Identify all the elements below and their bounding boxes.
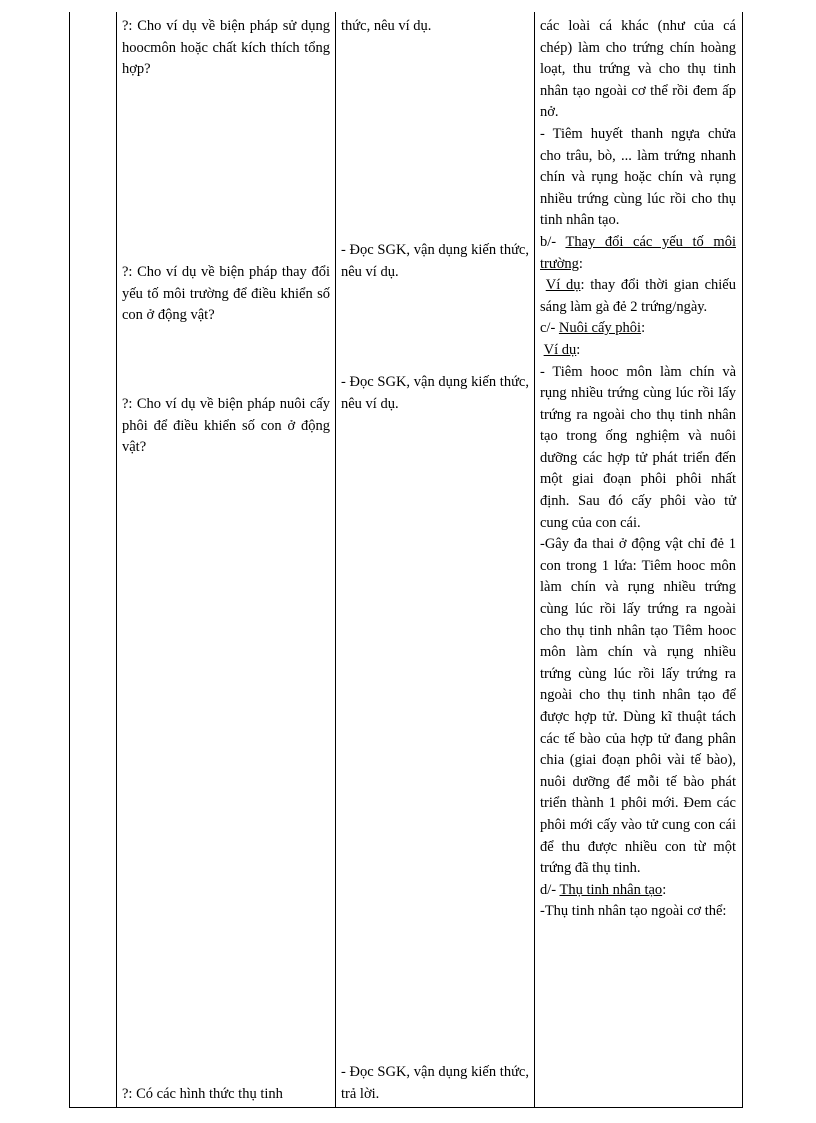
question-environment: ?: Cho ví dụ về biện pháp thay đổi yếu tố môi trường để điều khiển số con ở động vật?	[122, 264, 330, 324]
table-column-content	[535, 12, 743, 1108]
example-environment: Ví dụ: thay đổi thời gian chiếu sáng làm gà đẻ 2 trứng/ngày.	[540, 277, 736, 315]
activity-environment: - Đọc SGK, vận dụng kiến thức, nêu ví dụ.	[341, 242, 529, 280]
paragraph-multiple-pregnancy: -Gây đa thai ở động vật chỉ đẻ 1 con trong 1 lứa: Tiêm hooc môn làm chín và rụng nhiều trứng cùng lúc rồi lấy trứng ra ngoài cho thụ tinh nhân tạo Tiêm hooc môn làm chín và rụng nhiều trứng cùng lúc rồi lấy trứng ra ngoài cho thụ tinh nhân tạo để được hợp tử. Dùng kĩ thuật tách các tế bào của hợp tử đang phân chia (giai đoạn phôi vài tế bào), nuôi dưỡng để mỗi tế bào phát triển thành 1 phôi mới. Đem các phôi mới cấy vào tử cung con cái để thu được nhiều con từ một trứng đã thụ tinh.	[540, 536, 736, 877]
document-table	[69, 12, 743, 1108]
question-hormone: ?: Cho ví dụ về biện pháp sử dụng hoocmôn hoặc chất kích thích tổng hợp?	[122, 18, 330, 78]
heading-embryo-culture-title: Nuôi cấy phôi	[558, 320, 642, 337]
example-embryo-culture: Ví dụ:	[543, 341, 581, 358]
table-column-questions	[117, 12, 336, 1108]
heading-embryo-culture: c/- Nuôi cấy phôi:	[540, 320, 646, 337]
question-fertilization: ?: Có các hình thức thụ tinh	[122, 1086, 283, 1102]
content-column-text	[540, 16, 736, 923]
heading-environment-title: Thay đổi các yếu tố môi trường	[540, 233, 736, 272]
table-column-activities	[336, 12, 535, 1108]
heading-environment: b/- Thay đổi các yếu tố môi trường:	[540, 233, 736, 272]
activity-embryo-culture: - Đọc SGK, vận dụng kiến thức, nêu ví dụ.	[341, 374, 529, 412]
activity-fertilization: - Đọc SGK, vận dụng kiến thức, trả lời.	[341, 1064, 529, 1102]
question-embryo-culture: ?: Cho ví dụ về biện pháp nuôi cấy phôi để điều khiển số con ở động vật?	[122, 396, 330, 456]
paragraph-external-fertilization: -Thụ tinh nhân tạo ngoài cơ thể:	[540, 903, 727, 920]
activity-continued: thức, nêu ví dụ.	[341, 18, 432, 34]
example-label: Ví dụ	[543, 341, 577, 358]
paragraph-serum-injection: - Tiêm huyết thanh ngựa chửa cho trâu, bò, ... làm trứng nhanh chín và rụng hoặc chín và rụng nhiều trứng cùng lúc rồi cho thụ tinh nhân tạo.	[540, 125, 736, 229]
paragraph-embryo-transfer: - Tiêm hooc môn làm chín và rụng nhiều trứng cùng lúc rồi lấy trứng ra ngoài cho thụ tinh nhân tạo trong ống nghiệm và nuôi dưỡng các hợp tử phát triển đến một giai đoạn phôi phôi nhất định. Sau đó cấy phôi vào tử cung của con cái.	[540, 363, 736, 531]
heading-artificial-insemination-title: Thụ tinh nhân tạo	[559, 881, 663, 898]
heading-artificial-insemination: d/- Thụ tinh nhân tạo:	[540, 881, 667, 898]
example-label: Ví dụ	[545, 277, 581, 294]
table-column-index	[69, 12, 117, 1108]
table-bottom-border	[69, 1107, 743, 1108]
paragraph-fish-hormone: các loài cá khác (như của cá chép) làm cho trứng chín hoàng loạt, thu trứng và cho thụ tinh nhân tạo ngoài cơ thể rồi đem ấp nở.	[540, 18, 736, 121]
